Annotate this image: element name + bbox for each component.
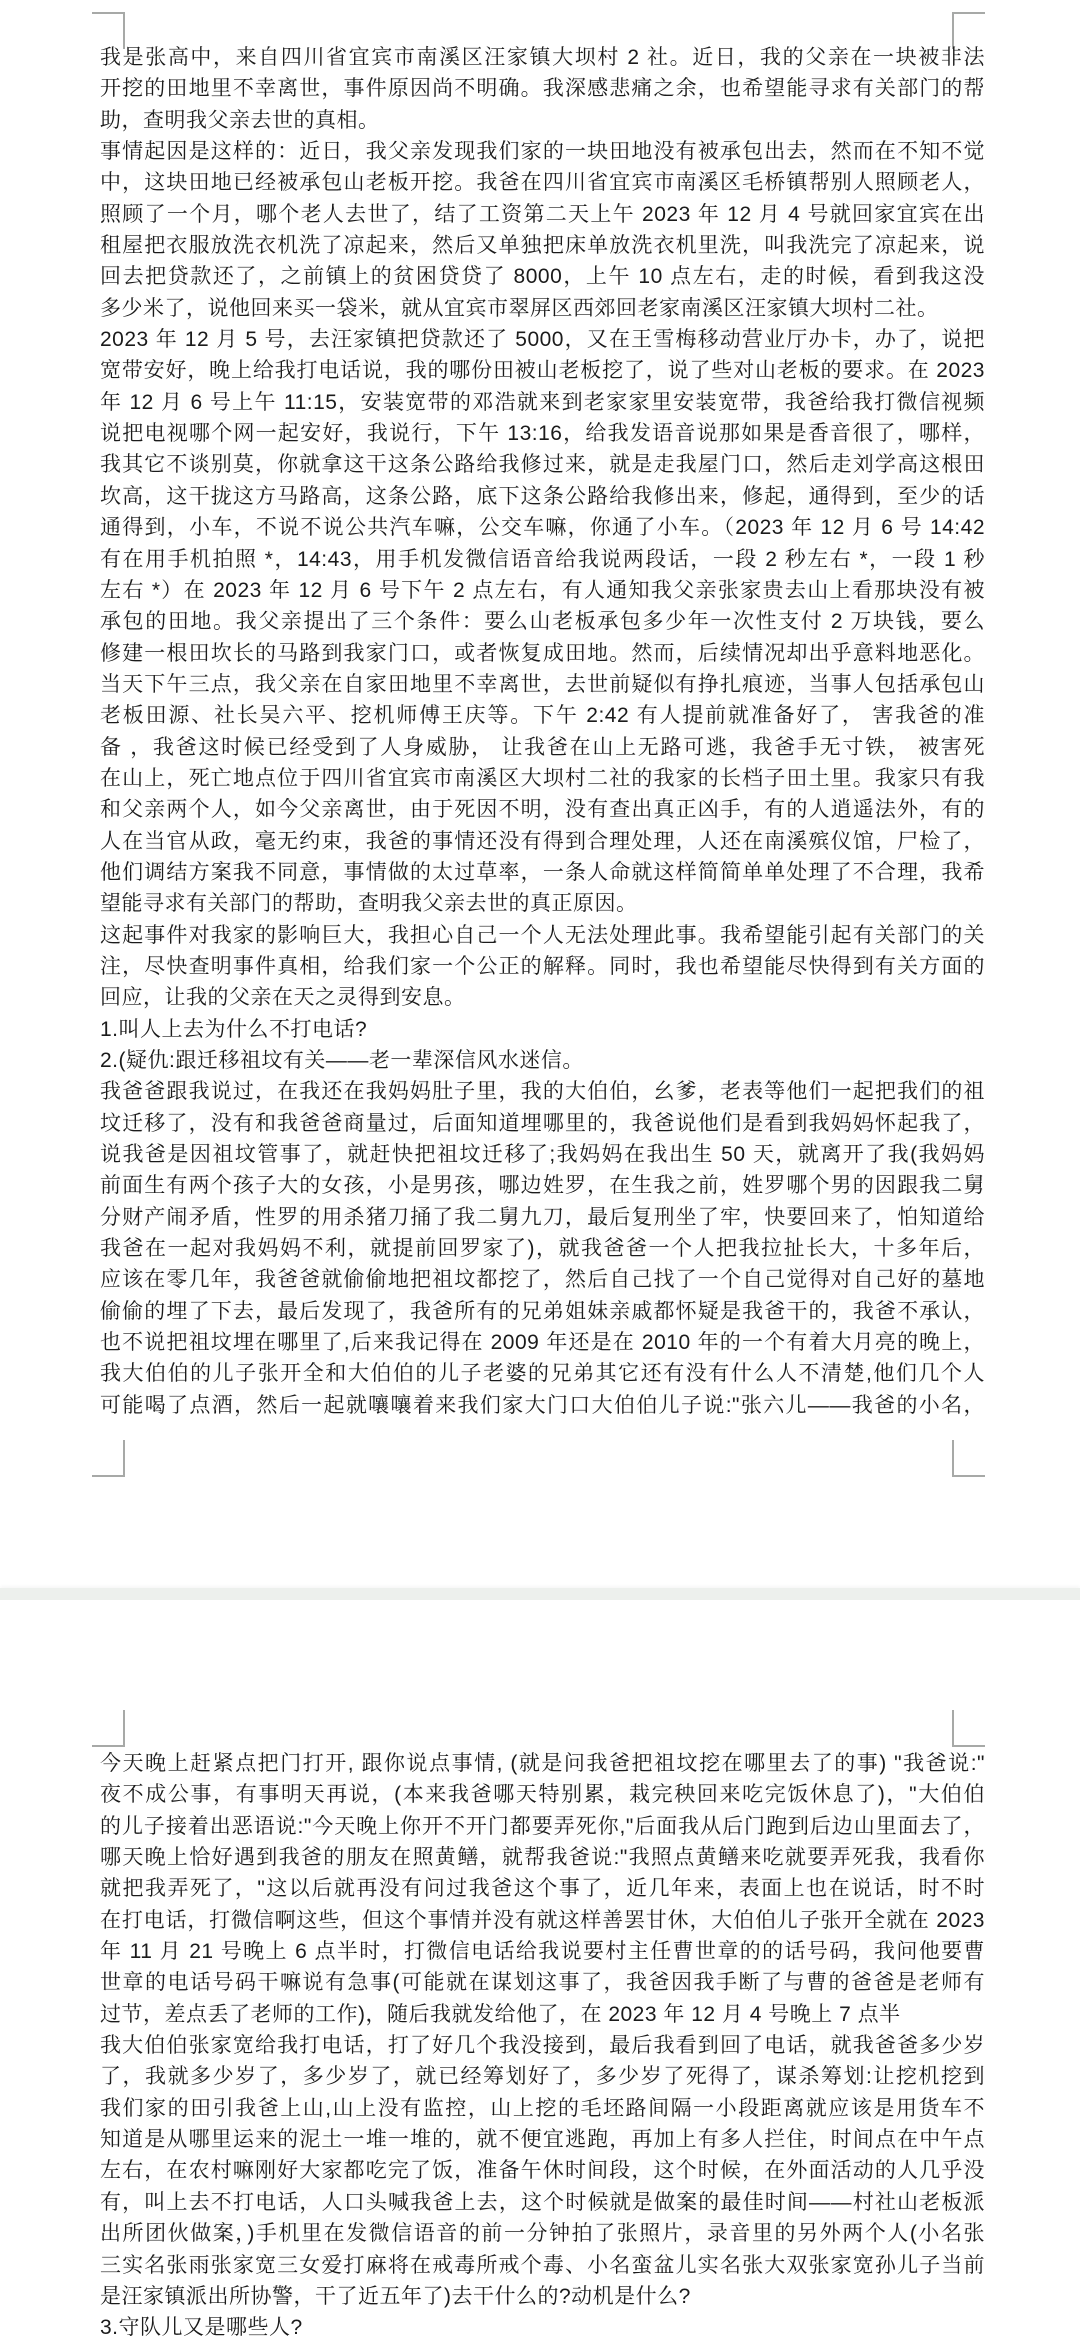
text-line: 回去把贷款还了，之前镇上的贫困贷贷了 8000，上午 10 点左右，走的时候，看到我这没 [100, 265, 985, 289]
text-line: 他们调结方案我不同意，事情做的太过草率，一条人命就这样简简单单处理了不合理，我希 [100, 860, 985, 884]
text-line: 宽带安好，晚上给我打电话说，我的哪份田被山老板挖了，说了些对山老板的要求。在 2023 [100, 359, 985, 383]
text-line: 知道是从哪里运来的泥土一堆一堆的，就不便宜逃跑，再加上有多人拦住，时间点在中午点 [100, 2128, 985, 2152]
page1-bottom-right-corner-mark [952, 1440, 985, 1477]
text-line: 我爸爸跟我说过，在我还在我妈妈肚子里，我的大伯伯，幺爹，老表等他们一起把我们的祖 [100, 1080, 985, 1104]
text-line: 可能喝了点酒，然后一起就嚷嚷着来我们家大门口大伯伯儿子说:"张六儿——我爸的小名， [100, 1393, 985, 1417]
text-line: 中，这块田地已经被承包山老板开挖。我爸在四川省宜宾市南溪区毛桥镇帮别人照顾老人， [100, 171, 985, 195]
page-gap-separator [0, 1588, 1080, 1600]
page1-text [100, 42, 985, 1421]
page1-bottom-left-corner-mark [92, 1440, 125, 1477]
text-line: 和父亲两个人，如今父亲离世，由于死因不明，没有查出真正凶手，有的人逍遥法外，有的 [100, 798, 985, 822]
text-line: 了，我就多少岁了，多少岁了，就已经筹划好了，多少岁了死得了，谋杀筹划:让挖机挖到 [100, 2065, 985, 2089]
text-line: 2.(疑仇:跟迁移祖坟有关——老一辈深信风水迷信。 [100, 1049, 584, 1072]
text-line: 租屋把衣服放洗衣机洗了凉起来，然后又单独把床单放洗衣机里洗，叫我洗完了凉起来，说 [100, 234, 985, 258]
text-line: 开挖的田地里不幸离世，事件原因尚不明确。我深感悲痛之余，也希望能寻求有关部门的帮 [100, 77, 985, 101]
text-line: 三实名张雨张家宽三女爱打麻将在戒毒所戒个毒、小名蛮盆儿实名张大双张家宽孙儿子当前 [100, 2253, 985, 2277]
text-line: 备 ，我爸这时候已经受到了人身威胁， 让我爸在山上无路可逃，我爸手无寸铁， 被害死 [100, 735, 985, 759]
text-line: 有在用手机拍照 *，14:43，用手机发微信语音给我说两段话，一段 2 秒左右 *，一段 1 秒 [100, 547, 985, 571]
text-line: 说把电视哪个网一起安好，我说行，下午 13:16，给我发语音说那如果是香音很了，哪样， [100, 422, 985, 446]
text-line: 注，尽快查明事件真相，给我们家一个公正的解释。同时，我也希望能尽快得到有关方面的 [100, 954, 985, 978]
page2-text [100, 1748, 985, 2340]
text-line: 多少米了，说他回来买一袋米，就从宜宾市翠屏区西郊回老家南溪区汪家镇大坝村二社。 [100, 296, 939, 320]
text-line: 回应，让我的父亲在天之灵得到安息。 [100, 986, 466, 1010]
page2-top-right-corner-mark [952, 1710, 985, 1747]
text-line: 通得到，小车，不说不说公共汽车嘛，公交车嘛，你通了小车。（2023 年 12 月 6 号 14:42 [100, 516, 985, 540]
page2-top-left-corner-mark [92, 1710, 125, 1747]
text-line: 2023 年 12 月 5 号，去汪家镇把贷款还了 5000，又在王雪梅移动营业厅办卡，办了，说把 [100, 328, 985, 352]
text-line: 应该在零几年，我爸爸就偷偷地把祖坟都挖了，然后自己找了一个自己觉得对自己好的墓地 [100, 1268, 985, 1292]
text-line: 就把我弄死了，"这以后就再没有问过我爸这个事了，近几年来，表面上也在说话，时不时 [100, 1877, 985, 1901]
text-line: 夜不成公事，有事明天再说，(本来我爸哪天特别累，栽完秧回来吃完饭休息了)，"大伯伯 [100, 1783, 985, 1807]
text-line: 在打电话，打微信啊这些，但这个事情并没有就这样善罢甘休，大伯伯儿子张开全就在 2023 [100, 1908, 985, 1932]
text-line: 坎高，这干拢这方马路高，这条公路，底下这条公路给我修出来，修起，通得到，至少的话 [100, 484, 985, 508]
text-line: 承包的田地。我父亲提出了三个条件：要么山老板承包多少年一次性支付 2 万块钱，要么 [100, 610, 985, 634]
text-line: 我是张高中，来自四川省宜宾市南溪区汪家镇大坝村 2 社。近日，我的父亲在一块被非法 [100, 46, 985, 69]
text-line: 哪天晚上恰好遇到我爸的朋友在照黄鳝，就帮我爸说:"我照点黄鳝来吃就要弄死我，我看你 [100, 1846, 985, 1870]
text-line: 说我爸是因祖坟管事了，就赶快把祖坟迁移了;我妈妈在我出生 50 天，就离开了我(我妈妈 [100, 1143, 985, 1167]
text-line: 助，查明我父亲去世的真相。 [100, 108, 380, 132]
document-page-2 [0, 1600, 1080, 2340]
text-line: 我大伯伯的儿子张开全和大伯伯的儿子老婆的兄弟其它还有没有什么人不清楚,他们几个人 [100, 1362, 985, 1386]
text-line: 分财产闹矛盾，性罗的用杀猪刀捅了我二舅九刀，最后复刑坐了牢，快要回来了，怕知道给 [100, 1205, 985, 1229]
text-line: 左右，在农村嘛刚好大家都吃完了饭，准备午休时间段，这个时候，在外面活动的人几乎没 [100, 2159, 985, 2183]
text-line: 世章的电话号码干嘛说有急事(可能就在谋划这事了，我爸因我手断了与曹的爸爸是老师有 [100, 1971, 985, 1995]
text-line: 我爸在一起对我妈妈不利，就提前回罗家了)，就我爸爸一个人把我拉扯长大，十多年后， [100, 1237, 985, 1261]
text-line: 有，叫上去不打电话，人口头喊我爸上去，这个时候就是做案的最佳时间——村社山老板派 [100, 2190, 985, 2214]
text-line: 在山上，死亡地点位于四川省宜宾市南溪区大坝村二社的我家的长档子田土里。我家只有我 [100, 766, 985, 790]
text-line: 照顾了一个月，哪个老人去世了，结了工资第二天上午 2023 年 12 月 4 号就回家宜宾在出 [100, 202, 985, 226]
text-line: 人在当官从政，毫无约束，我爸的事情还没有得到合理处理，人还在南溪殡仪馆，尸检了， [100, 829, 985, 853]
text-line: 修建一根田坎长的马路到我家门口，或者恢复成田地。然而，后续情况却出乎意料地恶化。 [100, 641, 985, 665]
text-line: 这起事件对我家的影响巨大，我担心自己一个人无法处理此事。我希望能引起有关部门的关 [100, 923, 985, 947]
text-line: 老板田源、社长吴六平、挖机师傅王庆等。下午 2:42 有人提前就准备好了， 害我爸的准 [100, 704, 985, 728]
text-line: 我大伯伯张家宽给我打电话，打了好几个我没接到，最后我看到回了电话，就我爸爸多少岁 [100, 2034, 985, 2058]
text-line: 年 11 月 21 号晚上 6 点半时，打微信电话给我说要村主任曹世章的的话号码，我问他要曹 [100, 1940, 985, 1964]
text-line: 出所团伙做案，)手机里在发微信语音的前一分钟拍了张照片，录音里的另外两个人(小名张 [100, 2222, 985, 2246]
text-line: 今天晚上赶紧点把门打开, 跟你说点事情, (就是问我爸把祖坟挖在哪里去了的事) "我爸说:" [100, 1752, 985, 1775]
text-line: 也不说把祖坟埋在哪里了,后来我记得在 2009 年还是在 2010 年的一个有着大月亮的晚上， [100, 1331, 985, 1355]
text-line: 事情起因是这样的：近日，我父亲发现我们家的一块田地没有被承包出去，然而在不知不觉 [100, 140, 985, 164]
text-line: 1.叫人上去为什么不打电话? [100, 1017, 368, 1041]
text-line: 坟迁移了，没有和我爸爸商量过，后面知道埋哪里的，我爸说他们是看到我妈妈怀起我了， [100, 1111, 985, 1135]
text-line: 我们家的田引我爸上山,山上没有监控，山上挖的毛坯路间隔一小段距离就应该是用货车不 [100, 2096, 985, 2120]
text-line: 左右 *）在 2023 年 12 月 6 号下午 2 点左右，有人通知我父亲张家贵去山上看那块没有被 [100, 578, 985, 602]
text-line: 是汪家镇派出所协警，干了近五年了)去干什么的?动机是什么? [100, 2284, 691, 2308]
text-line: 年 12 月 6 号上午 11:15，安装宽带的邓浩就来到老家家里安装宽带，我爸给我打微信视频 [100, 390, 985, 414]
text-line: 当天下午三点，我父亲在自家田地里不幸离世，去世前疑似有挣扎痕迹，当事人包括承包山 [100, 672, 985, 696]
text-line: 偷偷的埋了下去，最后发现了，我爸所有的兄弟姐妹亲戚都怀疑是我爸干的，我爸不承认， [100, 1299, 985, 1323]
text-line: 我其它不谈别莫，你就拿这干这条公路给我修过来，就是走我屋门口，然后走刘学高这根田 [100, 453, 985, 477]
text-line: 望能寻求有关部门的帮助，查明我父亲去世的真正原因。 [100, 892, 638, 916]
text-line: 过节，差点丢了老师的工作)，随后我就发给他了，在 2023 年 12 月 4 号晚上 7 点半 [100, 2002, 901, 2026]
text-line: 3.守队儿又是哪些人? [100, 2316, 303, 2340]
text-line: 前面生有两个孩子大的女孩，小是男孩，哪边姓罗，在生我之前，姓罗哪个男的因跟我二舅 [100, 1174, 985, 1198]
text-line: 的儿子接着出恶语说:"今天晚上你开不开门都要弄死你,"后面我从后门跑到后边山里面去了， [100, 1814, 985, 1838]
